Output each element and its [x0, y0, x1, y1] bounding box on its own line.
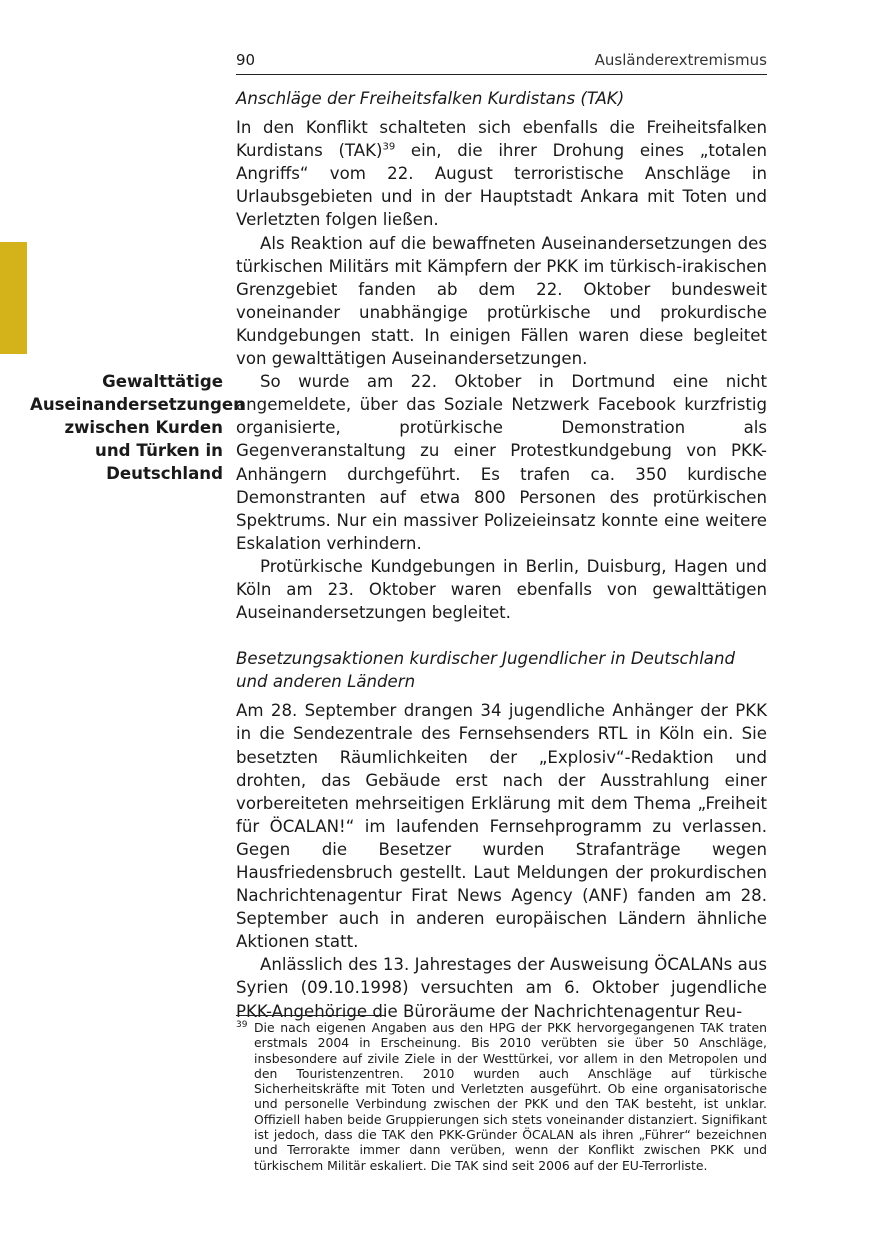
footnote [236, 1020, 767, 1173]
page-number: 90 [236, 51, 256, 69]
footnote-text: Die nach eigenen Angaben aus den HPG der PKK hervorgegangenen TAK traten erstmals 2004 in Erscheinung. Bis 2010 verübten sie über 50 Anschläge, insbesondere auf zivile Ziele in der Westtürkei, vor allem in den Metropolen und den Touristenzentren. 2010 wurden auch Anschläge auf türkische Sicherheitskräfte mit Toten und Verletzten ausgeführt. Ob eine organisatorische und personelle Verbindung zwischen der PKK und den TAK besteht, ist unklar. Offiziell haben beide Gruppierungen sich stets voneinander distanziert. Signifikant ist jedoch, dass die TAK den PKK-Gründer ÖCALAN als ihren „Führer“ bezeichnen und Terrorakte immer dann verüben, wenn der Konflikt zwischen PKK und türkischem Militär eskaliert. Die TAK sind seit 2006 auf der EU-Terrorliste. [254, 1020, 767, 1173]
page-header [236, 50, 767, 75]
margin-note: Gewalttätige Auseinandersetzungen zwischen Kurden und Türken in Deutschland [30, 372, 245, 484]
paragraph: Anlässlich des 13. Jahrestages der Ausweisung ÖCALANs aus Syrien (09.10.1998) versuchten am 6. Oktober jugendliche PKK-Angehörige die Büroräume der Nachrichtenagentur Reu- [236, 955, 767, 1021]
footnote-ref[interactable]: 39 [382, 141, 396, 153]
paragraph: Am 28. September drangen 34 jugendliche Anhänger der PKK in die Sendezentrale des Fernsehsenders RTL in Köln ein. Sie besetzten Räumlichkeiten der „Explosiv“-Redaktion und drohten, das Gebäude erst nach der Ausstrahlung einer vorbereiteten mehrseitigen Erklärung mit dem Thema „Freiheit für ÖCALAN!“ im laufenden Fernsehprogramm zu verlassen. Gegen die Besetzer wurden Strafanträge wegen Hausfriedensbruch gestellt. Laut Meldungen der prokurdischen Nachrichtenagentur Firat News Agency (ANF) fanden am 28. September auch in anderen europäischen Ländern ähnliche Aktionen statt. [236, 701, 767, 952]
section-heading-besetzung: Besetzungsaktionen kurdischer Jugendlicher in Deutschland und anderen Ländern [236, 649, 736, 692]
main-text [236, 87, 767, 1023]
footnote-divider [236, 1015, 386, 1016]
paragraph: Als Reaktion auf die bewaffneten Auseinandersetzungen des türkischen Militärs mit Kämpfern der PKK im türkisch-irakischen Grenzgebiet fanden ab dem 22. Oktober bundesweit voneinander unabhängige protürkische und prokurdische Kundgebungen statt. In einigen Fällen waren diese begleitet von gewalttätigen Auseinandersetzungen. [236, 233, 767, 369]
footnote-number: 39 [236, 1020, 248, 1030]
section-heading-tak: Anschläge der Freiheitsfalken Kurdistans (TAK) [236, 89, 625, 108]
running-title: Ausländerextremismus [594, 51, 767, 69]
paragraph: Protürkische Kundgebungen in Berlin, Duisburg, Hagen und Köln am 23. Oktober waren ebenfalls von gewalttätigen Auseinandersetzungen begleitet. [236, 556, 767, 623]
paragraph: In den Konflikt schalteten sich ebenfalls die Freiheitsfalken Kurdistans (TAK)$^{39}$ ein, die ihrer Drohung eines „totalen Angriffs“ vom 22. August terroristische Anschläge in Urlaubsgebieten und in der Hauptstadt Ankara mit Toten und Verletzten folgen ließen. [236, 118, 768, 230]
paragraph: So wurde am 22. Oktober in Dortmund eine nicht angemeldete, über das Soziale Netzwerk Facebook kurzfristig organisierte, protürkische Demonstration als Gegenveranstaltung zu einer Protestkundgebung von PKK-Anhängern durchgeführt. Es trafen ca. 350 kurdische Demonstranten auf etwa 800 Personen des protürkischen Spektrums. Nur ein massiver Polizeieinsatz konnte eine weitere Eskalation verhindern. [236, 372, 767, 553]
chapter-tab-marker [0, 242, 27, 354]
